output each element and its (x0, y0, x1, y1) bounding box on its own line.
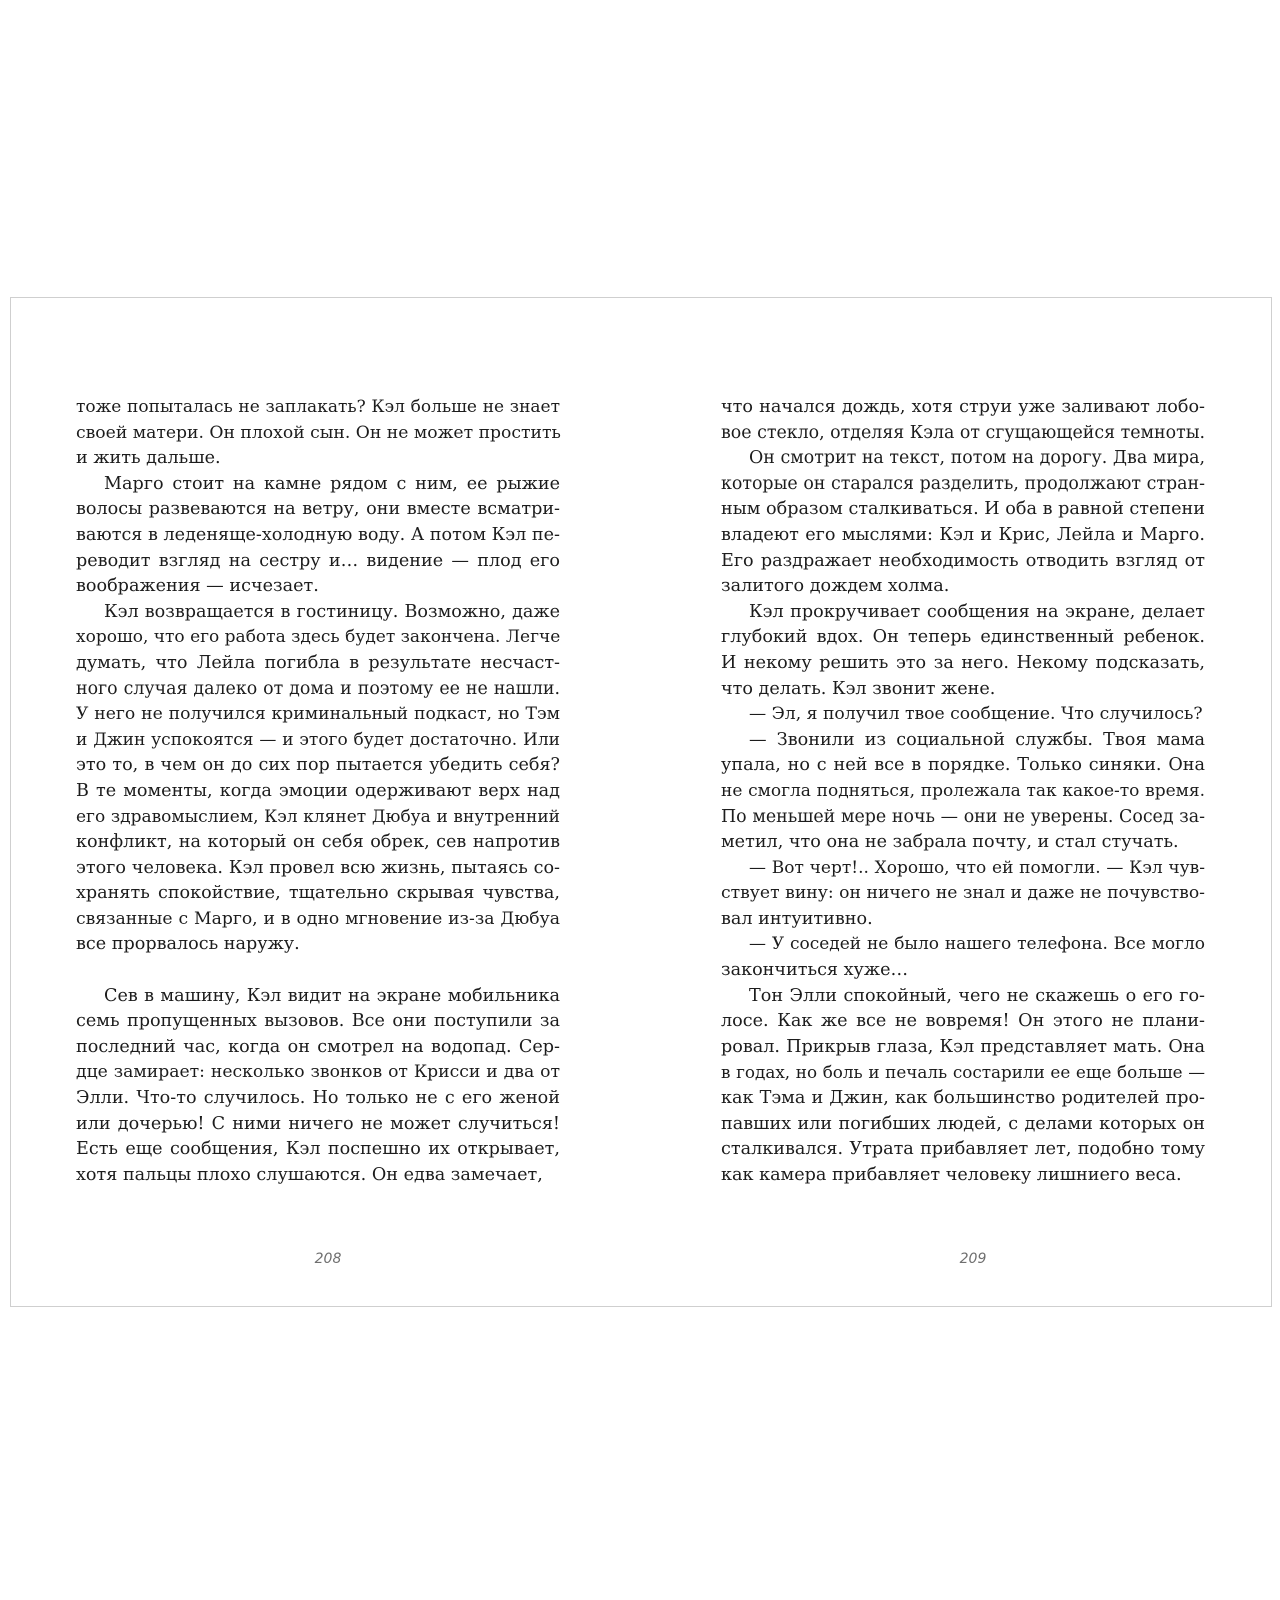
paragraph (76, 600, 560, 958)
text-line: думать, что Лейла погибла в результате несчаст- (76, 652, 560, 673)
text-line: И некому решить это за него. Некому подсказать, (721, 652, 1205, 673)
text-line: или дочерью! С ними ничего не может случиться! (76, 1113, 560, 1134)
paragraph (721, 600, 1205, 702)
text-line: Кэл прокручивает сообщения на экране, делает (749, 601, 1205, 622)
text-line: упала, но с ней все в порядке. Только синяки. Она (721, 755, 1205, 776)
paragraph (721, 395, 1205, 446)
text-line: все прорвалось наружу. (76, 934, 300, 955)
text-line: ного случая далеко от дома и поэтому ее не нашли. (76, 678, 560, 699)
text-line: волосы развеваются на ветру, они вместе всматри- (76, 499, 560, 520)
text-line: семь пропущенных вызовов. Все они поступили за (76, 1011, 560, 1032)
text-line: дце замирает: несколько звонков от Крисси и два от (76, 1062, 560, 1083)
text-line: своей матери. Он плохой сын. Он не может простить (76, 422, 561, 443)
text-line: конфликт, на который он себя обрек, сев напротив (76, 832, 560, 853)
paragraph (76, 984, 560, 1189)
text-line: хотя пальцы плохо слушаются. Он едва замечает, (76, 1164, 543, 1185)
paragraph (721, 932, 1205, 983)
text-line: Он смотрит на текст, потом на дорогу. Два мира, (749, 448, 1205, 469)
paragraph (721, 984, 1205, 1189)
text-line: ровал. Прикрыв глаза, Кэл представляет мать. Она (721, 1036, 1205, 1057)
text-line: что делать. Кэл звонит жене. (721, 678, 996, 699)
text-line: По меньшей мере ночь — они не уверены. Сосед за- (721, 806, 1205, 827)
text-line: что начался дождь, хотя струи уже заливают лобо- (721, 397, 1205, 417)
text-line: его здравомыслием, Кэл клянет Дюбуа и внутренний (76, 806, 560, 827)
text-line: залитого дождем холма. (721, 576, 950, 597)
text-line: — У соседей не было нашего телефона. Все могло (749, 934, 1205, 955)
text-line: хорошо, что его работа здесь будет закончена. Легче (76, 627, 561, 648)
text-line: Элли. Что-то случилось. Но только не с его женой (76, 1088, 560, 1109)
text-line: Кэл возвращается в гостиницу. Возможно, даже (104, 601, 560, 622)
text-line: сталкивался. Утрата прибавляет лет, подобно тому (721, 1139, 1205, 1160)
text-line: — Звонили из социальной службы. Твоя мама (749, 729, 1205, 750)
text-line: ным образом сталкиваться. И оба в равной степени (721, 499, 1205, 520)
text-line: Есть еще сообщения, Кэл поспешно их открывает, (76, 1139, 560, 1160)
text-line: владеют его мыслями: Кэл и Крис, Лейла и Марго. (721, 524, 1205, 545)
left-page-text (76, 395, 560, 1188)
text-line: и жить дальше. (76, 448, 221, 469)
text-line: глубокий вдох. Он теперь единственный ребенок. (721, 627, 1205, 648)
text-line: Его раздражает необходимость отводить взгляд от (721, 550, 1205, 571)
paragraph (76, 395, 560, 472)
text-line: — Вот черт!.. Хорошо, что ей помогли. — Кэл чув- (749, 857, 1205, 878)
text-line: В те моменты, когда эмоции одерживают верх над (76, 780, 560, 801)
book-spread (10, 297, 1272, 1307)
text-line: ваются в леденяще-холодную воду. А потом Кэл пе- (76, 524, 560, 545)
text-line: воображения — исчезает. (76, 576, 319, 597)
right-page-text (721, 395, 1205, 1188)
paragraph (721, 702, 1205, 728)
text-line: вал интуитивно. (721, 908, 873, 929)
text-line: как Тэма и Джин, как большинство родителей про- (721, 1088, 1205, 1109)
text-line: этого человека. Кэл провел всю жизнь, пытаясь со- (76, 857, 560, 878)
text-line: У него не получился криминальный подкаст, но Тэм (76, 704, 560, 725)
text-line: закончиться хуже… (721, 960, 909, 981)
text-line: последний час, когда он смотрел на водопад. Сер- (76, 1036, 560, 1057)
text-line: метил, что она не забрала почту, и стал стучать. (721, 832, 1179, 853)
text-line: в годах, но боль и печаль состарили ее еще больше — (721, 1062, 1205, 1083)
text-line: вое стекло, отделяя Кэла от сгущающейся темноты. (721, 422, 1206, 443)
paragraph (76, 472, 560, 600)
text-line: Тон Элли спокойный, чего не скажешь о его го- (749, 985, 1205, 1006)
left-page-number: 208 (314, 1251, 342, 1267)
text-line: не смогла подняться, пролежала так какое-то время. (721, 780, 1205, 801)
section-break (76, 958, 560, 984)
text-line: хранять спокойствие, тщательно скрывая чувства, (76, 883, 560, 904)
text-line: тоже попыталась не заплакать? Кэл больше не знает (76, 397, 560, 417)
text-line: Сев в машину, Кэл видит на экране мобильника (104, 985, 560, 1006)
text-line: связанные с Марго, и в одно мгновение из-за Дюбуа (76, 908, 560, 929)
paragraph (721, 446, 1205, 600)
paragraph (721, 856, 1205, 933)
text-line: Марго стоит на камне рядом с ним, ее рыжие (104, 473, 560, 494)
text-line: ствует вину: он ничего не знал и даже не почувство- (721, 883, 1205, 904)
text-line: как камера прибавляет человеку лишниего веса. (721, 1164, 1182, 1185)
text-line: реводит взгляд на сестру и… видение — плод его (76, 550, 560, 571)
text-line: — Эл, я получил твое сообщение. Что случилось? (749, 704, 1203, 725)
text-line: это то, в чем он до сих пор пытается убедить себя? (76, 755, 560, 776)
text-line: лосе. Как же все не вовремя! Он этого не плани- (721, 1011, 1205, 1032)
text-line: которые он старался разделить, продолжают стран- (721, 473, 1205, 494)
text-line: и Джин успокоятся — и этого будет достаточно. Или (76, 729, 560, 750)
right-page-number: 209 (959, 1251, 987, 1267)
paragraph (721, 728, 1205, 856)
text-line: павших или погибших людей, с делами которых он (721, 1113, 1205, 1134)
